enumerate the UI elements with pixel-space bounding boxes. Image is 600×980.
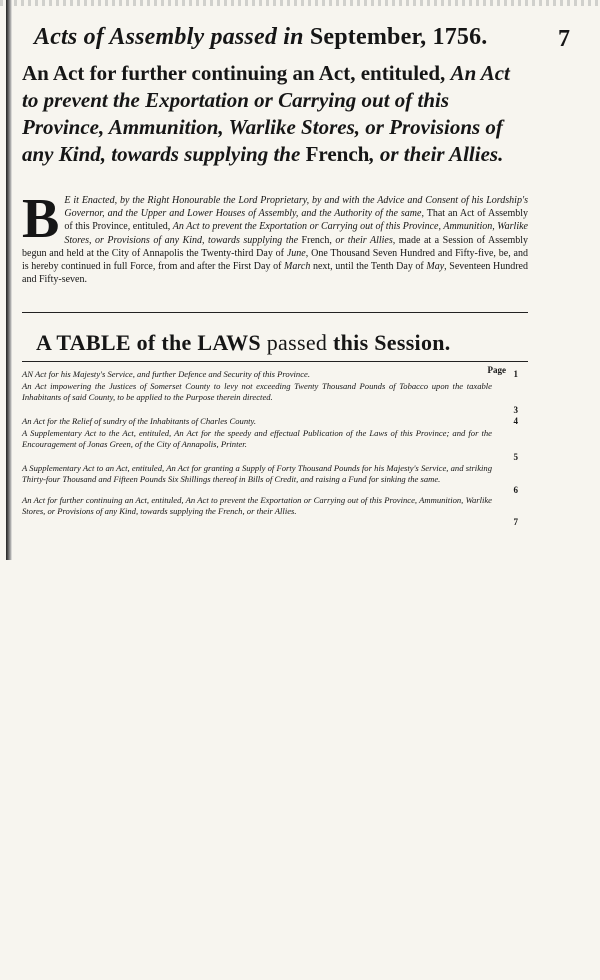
enact-part-5: or their Allies, [335, 234, 396, 246]
law-page-number: 3 [513, 405, 518, 415]
law-entry: A Supplementary Act to the Act, entituled, An Act for the speedy and effectual Publication of the Laws of this Province; and for the Encouragement of Jonas Green, of the City of Annapolis, Printer. [22, 428, 492, 450]
page-number: 7 [558, 26, 570, 52]
enacting-clause [22, 188, 529, 286]
table-title-c: this Session. [327, 330, 451, 355]
enact-part-6: made at a Session of Assembly begun and held at the City of Annapolis the Twenty-third Day of [22, 234, 529, 259]
law-entry: AN Act for his Majesty's Service, and further Defence and Security of this Province. [22, 369, 310, 379]
enact-part-7: June [286, 247, 306, 259]
page-column-label: Page [487, 365, 506, 375]
enact-part-4: French, [298, 234, 336, 246]
act-title-italic: An Act to prevent the Exportation or Carrying out of this Province, Ammunition, Warlike Stores, or Provisions of any Kind, towards supplying the [22, 61, 510, 166]
drop-cap: B [22, 188, 60, 250]
table-title [36, 330, 516, 356]
act-title [22, 60, 522, 168]
enact-part-9: March [284, 261, 311, 273]
law-page-number: 6 [513, 485, 518, 495]
enact-part-1: E it Enacted, by the Right Honourable the Lord Proprietary, by and with the Advice and Consent of his Lordship's Governor, and the Upper and Lower Houses of Assembly, and the Authority of the same, [64, 195, 528, 220]
scan-top-edge [0, 0, 600, 6]
enact-part-8: , One Thousand Seven Hundred and Fifty-five, be, and is hereby continued in full Force, from and after the First Day of [22, 247, 528, 273]
law-entry: An Act impowering the Justices of Somerset County to levy not exceeding Twenty Thousand Pounds of Tobacco upon the taxable Inhabitants of said County, to be applied to the Purpose therein directed. [22, 381, 492, 403]
page-binding-edge [6, 0, 12, 560]
table-title-b: passed [266, 330, 328, 355]
table-title-a: A TABLE of the LAWS [36, 330, 267, 355]
page-header [34, 24, 574, 58]
running-head [34, 24, 488, 51]
law-entry: An Act for further continuing an Act, entituled, An Act to prevent the Exportation or Carrying out of this Province, Ammunition, Warlike Stores, or Provisions of any Kind, towards supplying the French, or their Allies. [22, 495, 492, 517]
act-title-end: , or their Allies. [369, 142, 504, 166]
enact-part-11: May [426, 261, 445, 273]
running-head-italic: Acts of Assembly passed in [34, 24, 310, 50]
law-entry: An Act for the Relief of sundry of the Inhabitants of Charles County. [22, 416, 257, 426]
act-title-french: French [305, 142, 370, 166]
law-page-number: 7 [513, 517, 518, 527]
enact-part-2: That an Act of Assembly of this Province, entituled, [64, 208, 528, 233]
running-head-date: September, 1756. [309, 24, 488, 50]
law-page-number: 5 [513, 452, 518, 462]
law-page-number: 1 [513, 369, 518, 379]
law-entry: A Supplementary Act to an Act, entituled, An Act for granting a Supply of Forty Thousand Pounds for his Majesty's Service, and striking Thirty-four Thousand and Fifteen Pounds Six Shillings thereof in Bills of Credit, and raising a Fund for sinking the same. [22, 463, 492, 485]
enact-part-3: An Act to prevent the Exportation or Carrying out of this Province, Ammunition, Warlike Stores, or Provisions of any Kind, towards supplying the [64, 221, 528, 246]
act-title-lead: An Act for further continuing an Act, entituled, [22, 61, 451, 85]
bottom-rule [22, 361, 528, 362]
enact-part-12: , Seventeen Hundred and Fifty-seven. [22, 261, 528, 286]
enact-part-10: next, until the Tenth Day of [310, 261, 427, 273]
top-rule [22, 312, 528, 313]
law-page-number: 4 [513, 416, 518, 426]
